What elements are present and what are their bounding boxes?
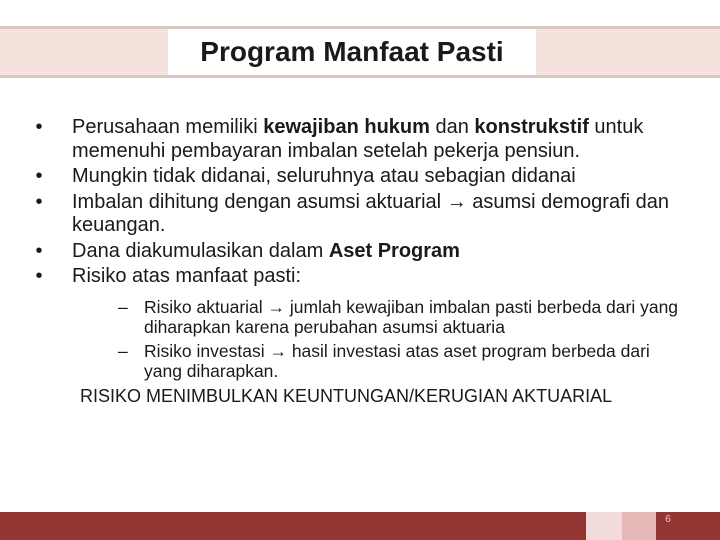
arrow-right-icon: → (446, 190, 467, 213)
bullet-item: • Perusahaan memiliki kewajiban hukum dan konstrukstif untuk memenuhi pembayaran imbalan setelah pekerja pensiun. (30, 116, 692, 163)
sub-bullet-item: – Risiko investasi → hasil investasi atas aset program berbeda dari yang diharapkan. (118, 340, 650, 381)
footer-block-light (586, 512, 622, 540)
dash-icon: – (118, 296, 128, 317)
bullet-list (30, 116, 692, 381)
bullet-item: • Dana diakumulasikan dalam Aset Program (30, 240, 692, 264)
bullet-item: • Mungkin tidak didanai, seluruhnya atau sebagian didanai (30, 165, 692, 189)
bullet-item: • Imbalan dihitung dengan asumsi aktuarial → asumsi demografi dan keuangan. (30, 191, 692, 238)
footer-block-main (0, 512, 586, 540)
bullet-icon: • (35, 265, 43, 287)
bullet-icon: • (35, 239, 43, 262)
footer-block-mid (622, 512, 656, 540)
top-band (0, 0, 720, 22)
footer-bar (0, 512, 720, 540)
bullet-icon: • (35, 116, 43, 138)
bullet-icon: • (35, 190, 43, 213)
sub-bullet-item: – Risiko aktuarial → jumlah kewajiban imbalan pasti berbeda dari yang diharapkan karena perubahan asumsi aktuaria (118, 296, 679, 337)
dash-icon: – (118, 340, 128, 361)
title-box (168, 26, 536, 78)
slide-content (30, 116, 692, 407)
slide-title: Program Manfaat Pasti (200, 36, 504, 67)
bullet-icon: • (35, 165, 43, 187)
sub-bullet-list (72, 297, 692, 381)
risk-note: RISIKO MENIMBULKAN KEUNTUNGAN/KERUGIAN AKTUARIAL (80, 385, 613, 406)
page-number: 6 (665, 514, 671, 525)
bullet-item: • Risiko atas manfaat pasti: – Risiko aktuarial → jumlah kewajiban imbalan pasti berbeda dari yang diharapkan karena perubahan asumsi aktuaria – Risiko investasi → hasil investasi atas aset program berbeda dari yang diharapkan. (30, 265, 692, 381)
